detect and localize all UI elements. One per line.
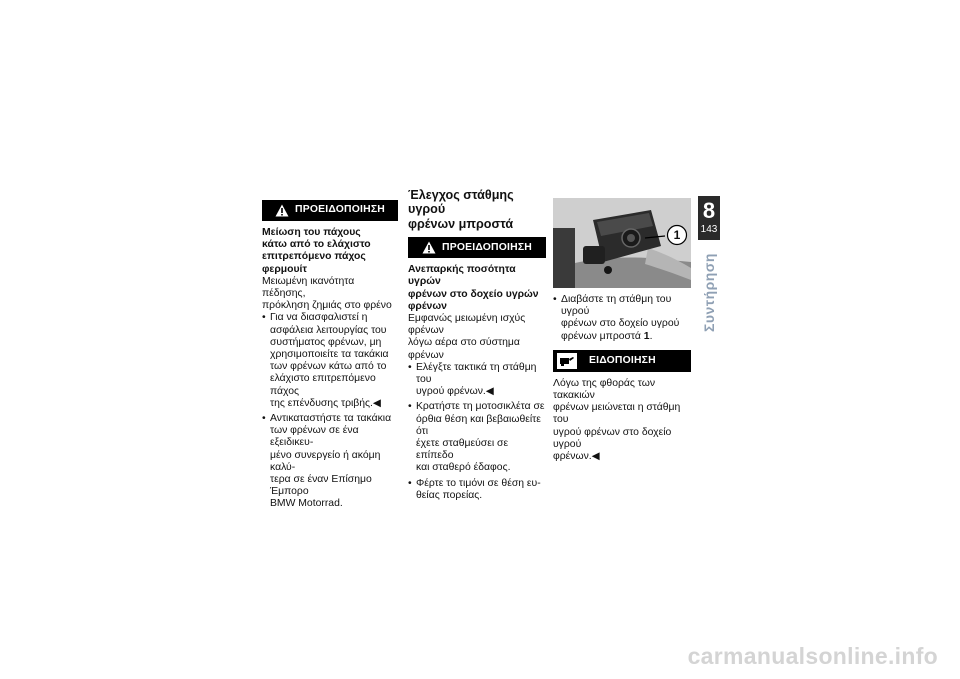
list-item: • Ελέγξτε τακτικά τη στάθμη του υγρού φρένων.◀ xyxy=(408,362,546,399)
section-title: Έλεγχος στάθμης υγρού φρένων μπροστά xyxy=(408,188,514,231)
warning-column xyxy=(262,200,398,514)
warning-body: Μειωμένη ικανότητα πέδησης, πρόκληση ζημιάς στο φρένο xyxy=(262,275,392,312)
chapter-tab xyxy=(698,196,720,240)
list-item: • Κρατήστε τη μοτοσικλέτα σε όρθια θέση και βεβαιωθείτε ότι έχετε σταθμεύσει σε επίπεδο και σταθερό έδαφος. xyxy=(408,401,546,474)
note-banner xyxy=(553,350,691,372)
reservoir-column xyxy=(553,198,691,463)
brake-fluid-check-column xyxy=(408,188,546,505)
callout-number: 1 xyxy=(673,228,681,242)
brake-reservoir-illustration xyxy=(553,198,691,288)
warning-banner-text: ΠΡΟΕΙΔΟΠΟΙΗΣΗ xyxy=(295,204,385,216)
warning-heading: Ανεπαρκής ποσότητα υγρών φρένων στο δοχείο υγρών φρένων xyxy=(408,264,539,312)
note-body: Λόγω της φθοράς των τακακιών φρένων μειώνεται η στάθμη του υγρού φρένων στο δοχείο υγρού φρένων.◀ xyxy=(553,377,681,463)
chapter-label: Συντήρηση xyxy=(701,253,717,333)
list-item: • Αντικαταστήστε τα τακάκια των φρένων σε ένα εξειδικευ- μένο συνεργείο ή ακόμη καλύ- τερα σε έναν Επίσημο Έμπορο BMW Motorrad. xyxy=(262,413,398,511)
warning-triangle-icon xyxy=(275,204,289,217)
warning-bullets xyxy=(262,312,398,510)
car-service-icon xyxy=(557,353,577,369)
brake-reservoir-photo xyxy=(553,198,691,288)
reading-bullets xyxy=(553,294,691,343)
list-item: • Φέρτε το τιμόνι σε θέση ευ- θείας πορείας. xyxy=(408,478,546,502)
warning-body: Εμφανώς μειωμένη ισχύς φρένων λόγω αέρα στο σύστημα φρένων xyxy=(408,313,526,361)
note-banner-text: ΕΙΔΟΠΟΙΗΣΗ xyxy=(589,354,656,366)
watermark: carmanualsonline.info xyxy=(687,643,938,669)
warning-triangle-icon xyxy=(422,241,436,254)
chapter-number: 8 xyxy=(702,198,716,223)
procedure-bullets xyxy=(408,362,546,502)
list-item: • Διαβάστε τη στάθμη του υγρού φρένων στο δοχείο υγρού φρένων μπροστά 1. xyxy=(553,294,691,343)
warning-banner-text: ΠΡΟΕΙΔΟΠΟΙΗΣΗ xyxy=(442,241,532,253)
list-item: • Για να διασφαλιστεί η ασφάλεια λειτουργίας του συστήματος φρένων, μη χρησιμοποιείτε τα τακάκια των φρένων κάτω από το ελάχιστο επιτρεπόμενο πάχος της επένδυσης τριβής.◀ xyxy=(262,312,398,410)
warning-banner xyxy=(408,237,546,258)
page-number: 143 xyxy=(700,224,718,235)
warning-banner xyxy=(262,200,398,221)
warning-heading: Μείωση του πάχους κάτω από το ελάχιστο επιτρεπόμενο πάχος φερμουίτ xyxy=(262,227,371,275)
